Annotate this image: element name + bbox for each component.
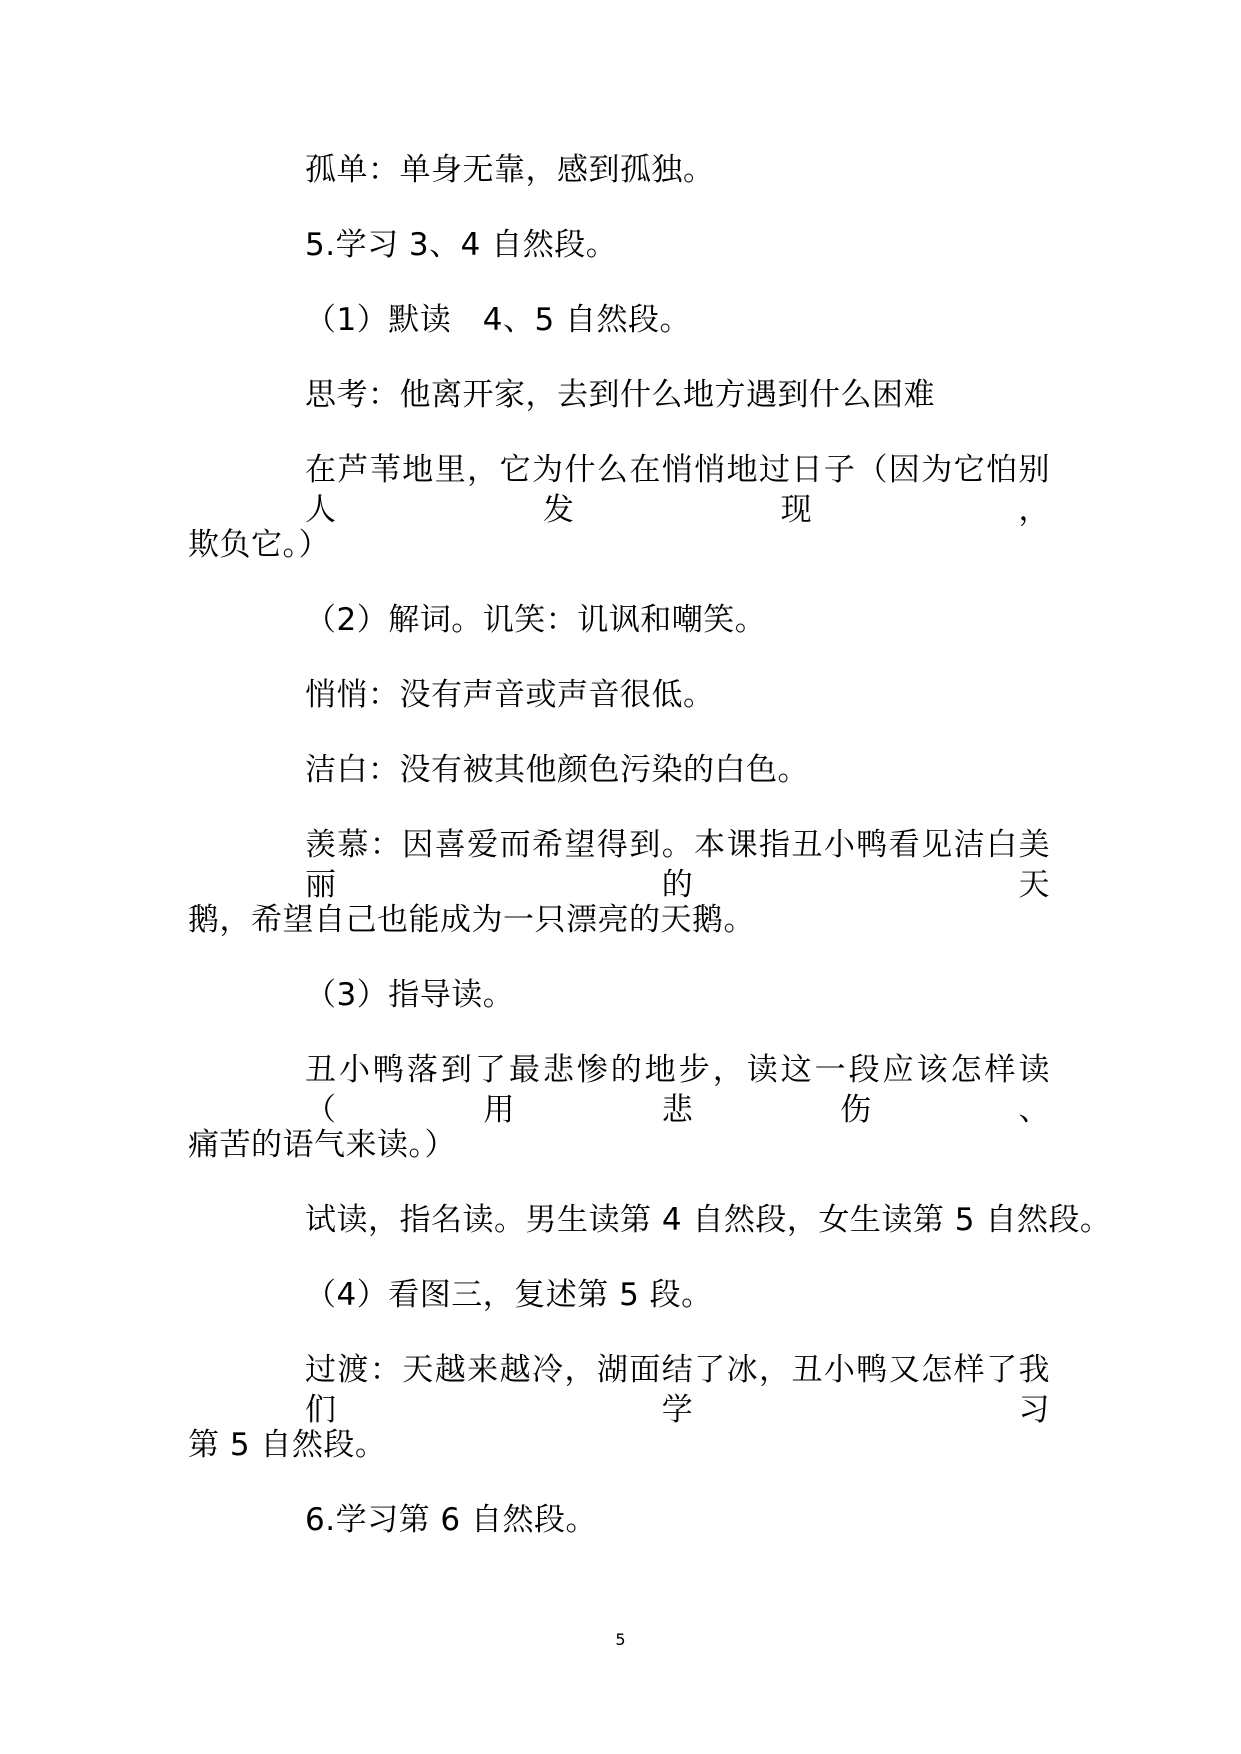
- text-line: 思考：他离开家，去到什么地方遇到什么困难: [305, 377, 935, 413]
- text-line: 洁白：没有被其他颜色污染的白色。: [305, 752, 809, 788]
- section-heading: 5.学习 3、4 自然段。: [305, 227, 618, 263]
- text-line: 羡慕：因喜爱而希望得到。本课指丑小鸭看见洁白美丽的天: [305, 827, 1050, 903]
- text-line: 孤单：单身无靠，感到孤独。: [305, 152, 715, 188]
- page-number: 5: [615, 1630, 626, 1649]
- text-line: 丑小鸭落到了最悲惨的地步，读这一段应该怎样读（用悲伤、: [305, 1052, 1050, 1128]
- text-line: 悄悄：没有声音或声音很低。: [305, 677, 715, 713]
- text-line: 鹅，希望自己也能成为一只漂亮的天鹅。: [188, 902, 755, 938]
- text-line: 第 5 自然段。: [188, 1427, 387, 1463]
- text-line: （1）默读 4、5 自然段。: [305, 302, 692, 338]
- text-line: 痛苦的语气来读。）: [188, 1127, 456, 1163]
- text-line: （3）指导读。: [305, 977, 515, 1013]
- text-line: 试读，指名读。男生读第 4 自然段，女生读第 5 自然段。: [305, 1202, 1112, 1238]
- text-line: 欺负它。）: [188, 527, 330, 563]
- text-line: 在芦苇地里，它为什么在悄悄地过日子（因为它怕别人发现，: [305, 452, 1050, 528]
- text-line: （4）看图三，复述第 5 段。: [305, 1277, 713, 1313]
- section-heading: 6.学习第 6 自然段。: [305, 1502, 598, 1538]
- text-line: 过渡：天越来越冷，湖面结了冰，丑小鸭又怎样了我们学习: [305, 1352, 1050, 1428]
- text-line: （2）解词。讥笑：讥讽和嘲笑。: [305, 602, 767, 638]
